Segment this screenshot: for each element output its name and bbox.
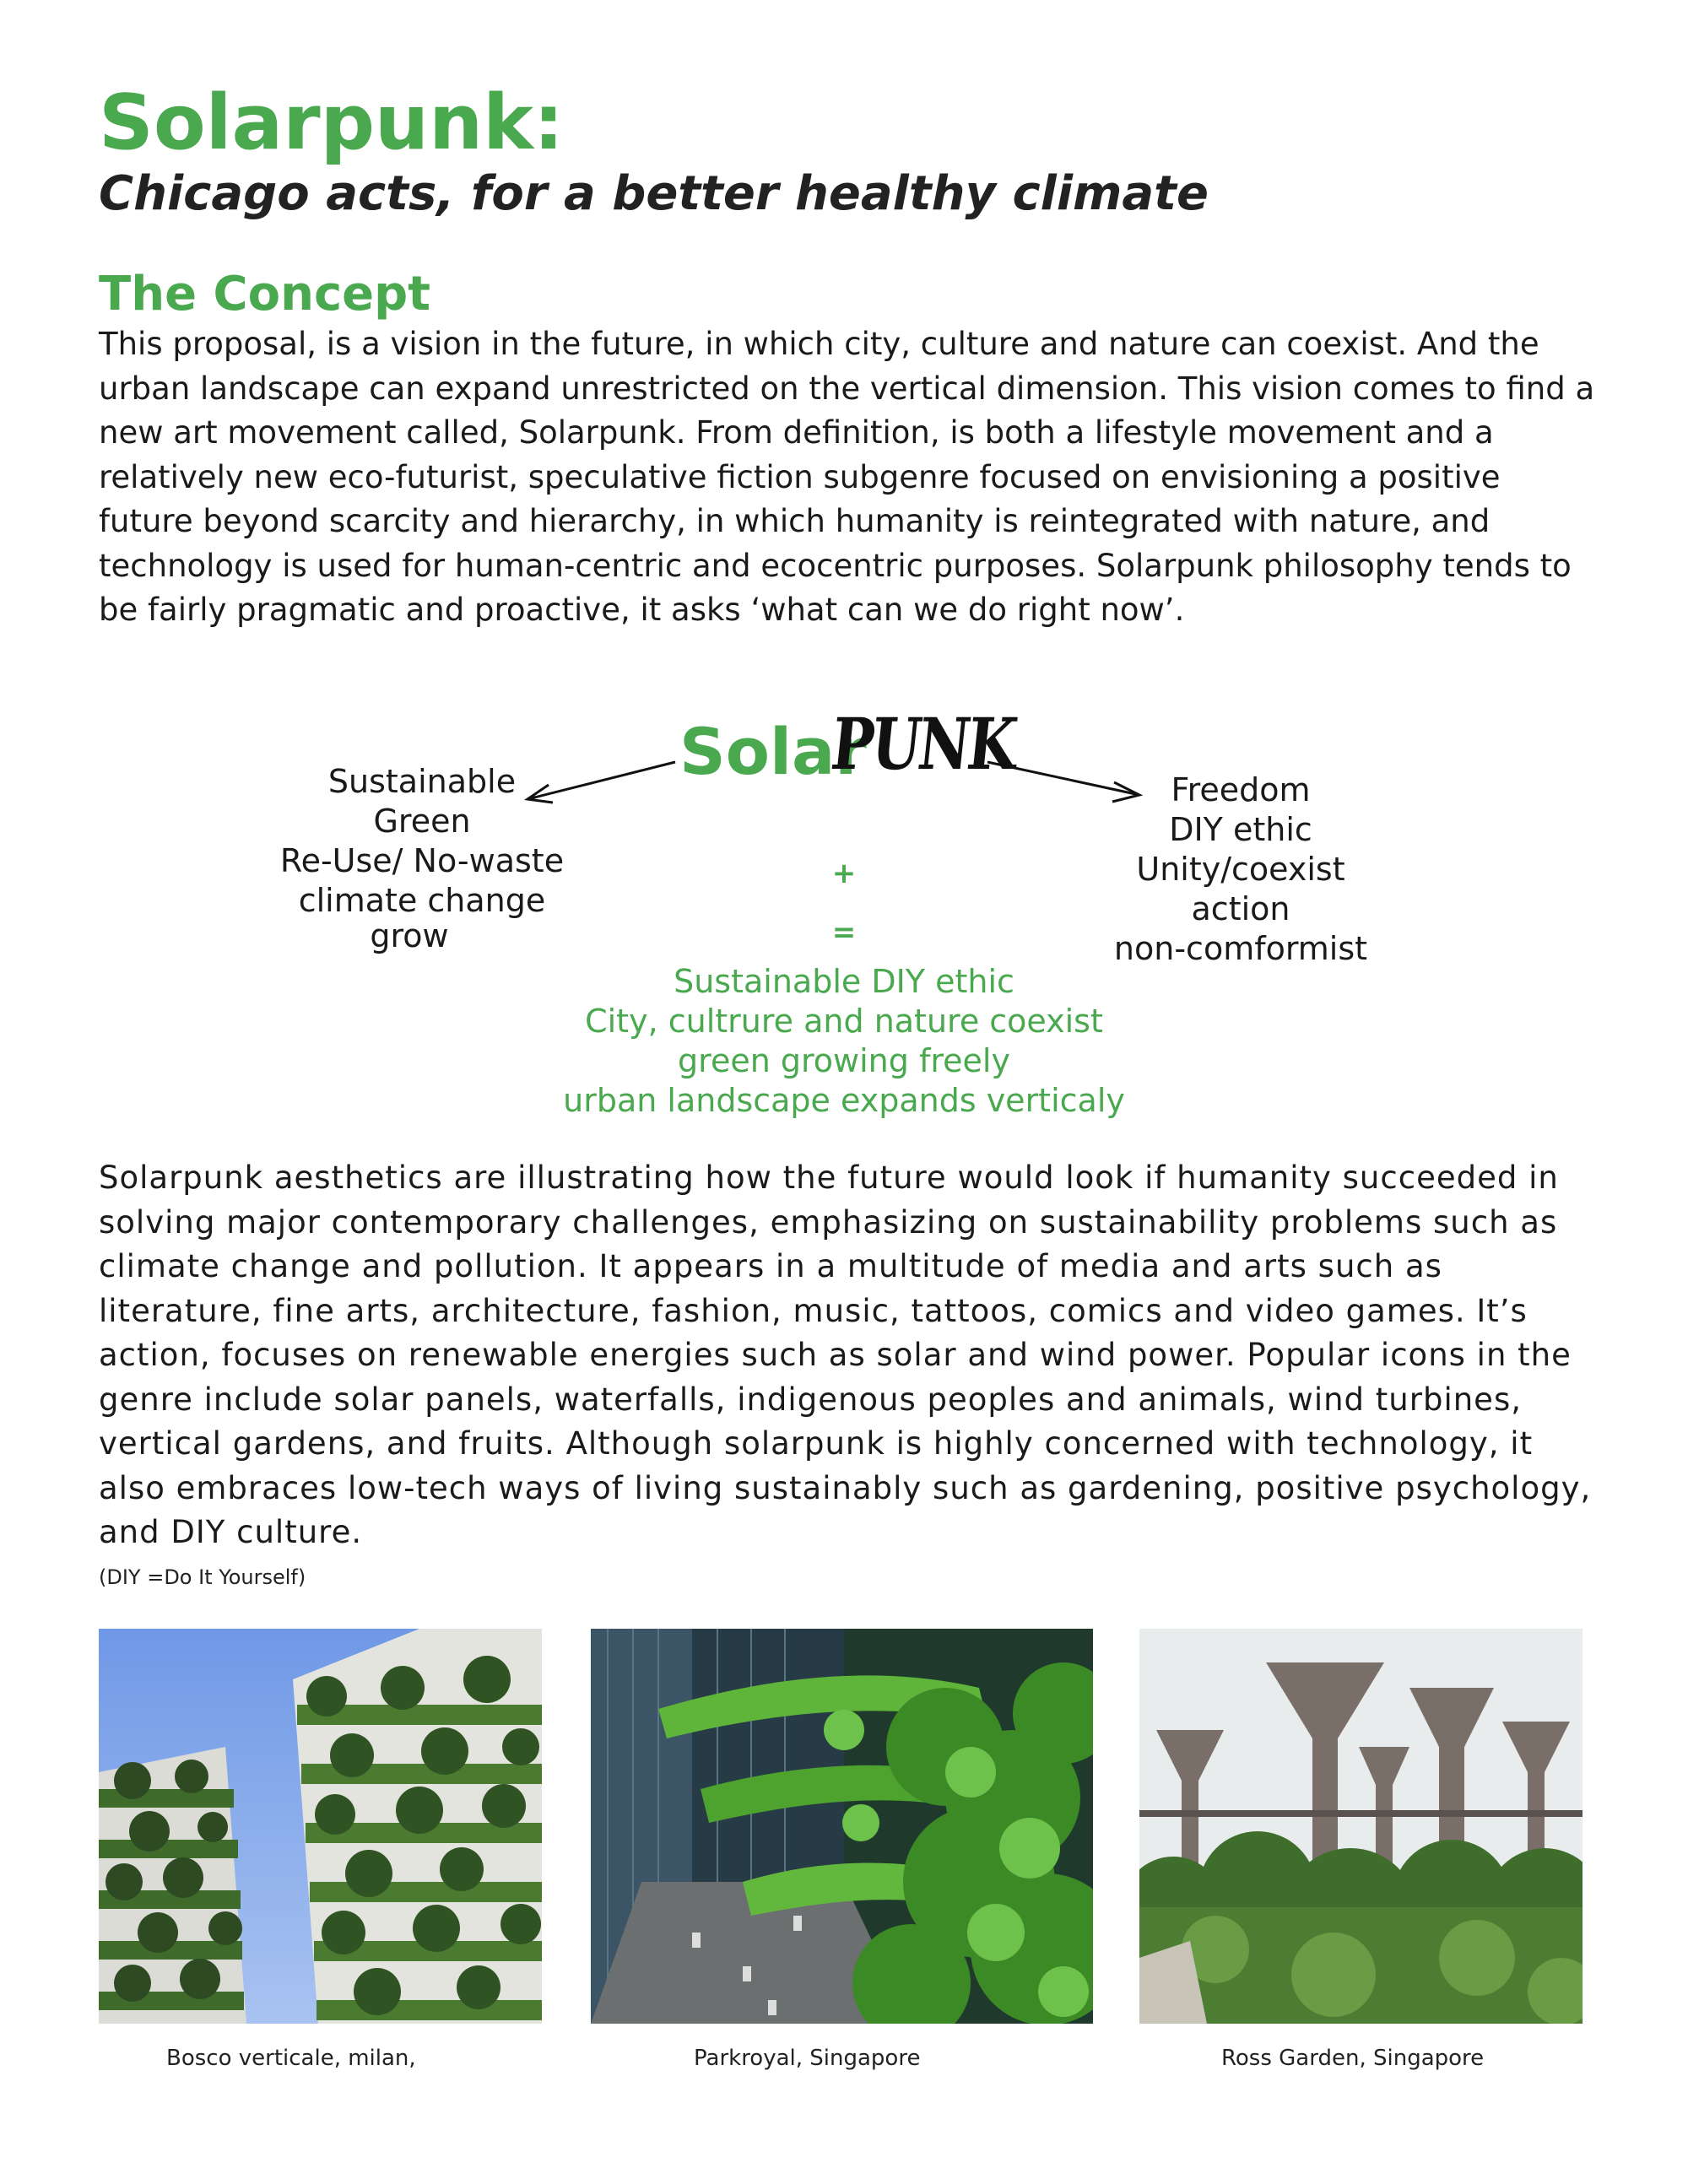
left-item: climate change xyxy=(298,882,546,919)
photo-bosco-verticale xyxy=(99,1629,542,2024)
left-item: grow xyxy=(370,917,449,954)
logo-punk-text: PUNK xyxy=(827,702,1020,786)
left-item: Sustainable xyxy=(327,763,517,800)
result-item: City, cultrure and nature coexist xyxy=(585,1003,1103,1040)
right-item: action xyxy=(1191,890,1290,927)
equals-sign: = xyxy=(831,916,857,949)
diy-footnote: (DIY =Do It Yourself) xyxy=(99,1565,306,1589)
solarpunk-diagram xyxy=(0,692,1688,1131)
result-list xyxy=(506,962,1182,1121)
page-subtitle: Chicago acts, for a better healthy climate xyxy=(99,166,1209,221)
photo-caption: Ross Garden, Singapore xyxy=(1221,2046,1485,2071)
aesthetics-paragraph: Solarpunk aesthetics are illustrating how the future would look if humanity succeeded in solving major contemporary challenges, emphasizing on sustainability problems such as climate change and pollution. It appears in a multitude of media and arts such as literature, fine arts, architecture, fashion, music, tattoos, comics and video games. It’s action, focuses on renewable energies such as solar and wind power. Popular icons in the genre include solar panels, waterfalls, indigenous peoples and animals, wind turbines, vertical gardens, and fruits. Although solarpunk is highly concerned with technology, it also embraces low-tech ways of living sustainably such as gardening, positive psychology, and DIY culture. xyxy=(99,1160,1592,1550)
left-item: Green xyxy=(373,803,471,840)
photo-caption: Parkroyal, Singapore xyxy=(694,2046,921,2071)
photo-caption: Bosco verticale, milan, xyxy=(166,2046,416,2071)
plus-sign: + xyxy=(831,857,857,890)
right-item: Unity/coexist xyxy=(1136,851,1345,888)
result-item: green growing freely xyxy=(678,1042,1010,1079)
result-item: urban landscape expands verticaly xyxy=(563,1082,1125,1119)
left-attributes-list xyxy=(253,762,591,954)
right-item: non-comformist xyxy=(1113,930,1368,967)
right-item: DIY ethic xyxy=(1169,811,1312,848)
page-title: Solarpunk: xyxy=(99,78,565,167)
left-item: Re-Use/ No-waste xyxy=(279,842,565,879)
logo-solar-text: Solar xyxy=(679,714,867,789)
result-item: Sustainable DIY ethic xyxy=(674,963,1014,1000)
photo-ross-garden xyxy=(1139,1629,1582,2024)
right-attributes-list xyxy=(1072,770,1409,969)
section-heading-concept: The Concept xyxy=(99,267,431,322)
photo-parkroyal xyxy=(591,1629,1093,2024)
right-item: Freedom xyxy=(1171,771,1311,808)
concept-paragraph: This proposal, is a vision in the future, in which city, culture and nature can coexist. And the urban landscape can expand unrestricted on the vertical dimension. This vision comes to find a new art movement called, Solarpunk. From definition, is both a lifestyle movement and a relatively new eco-futurist, speculative fiction subgenre focused on envisioning a positive future beyond scarcity and hierarchy, in which humanity is reintegrated with nature, and technology is used for human-centric and ecocentric purposes. Solarpunk philosophy tends to be fairly pragmatic and proactive, it asks ‘what can we do right now’. xyxy=(99,326,1595,628)
